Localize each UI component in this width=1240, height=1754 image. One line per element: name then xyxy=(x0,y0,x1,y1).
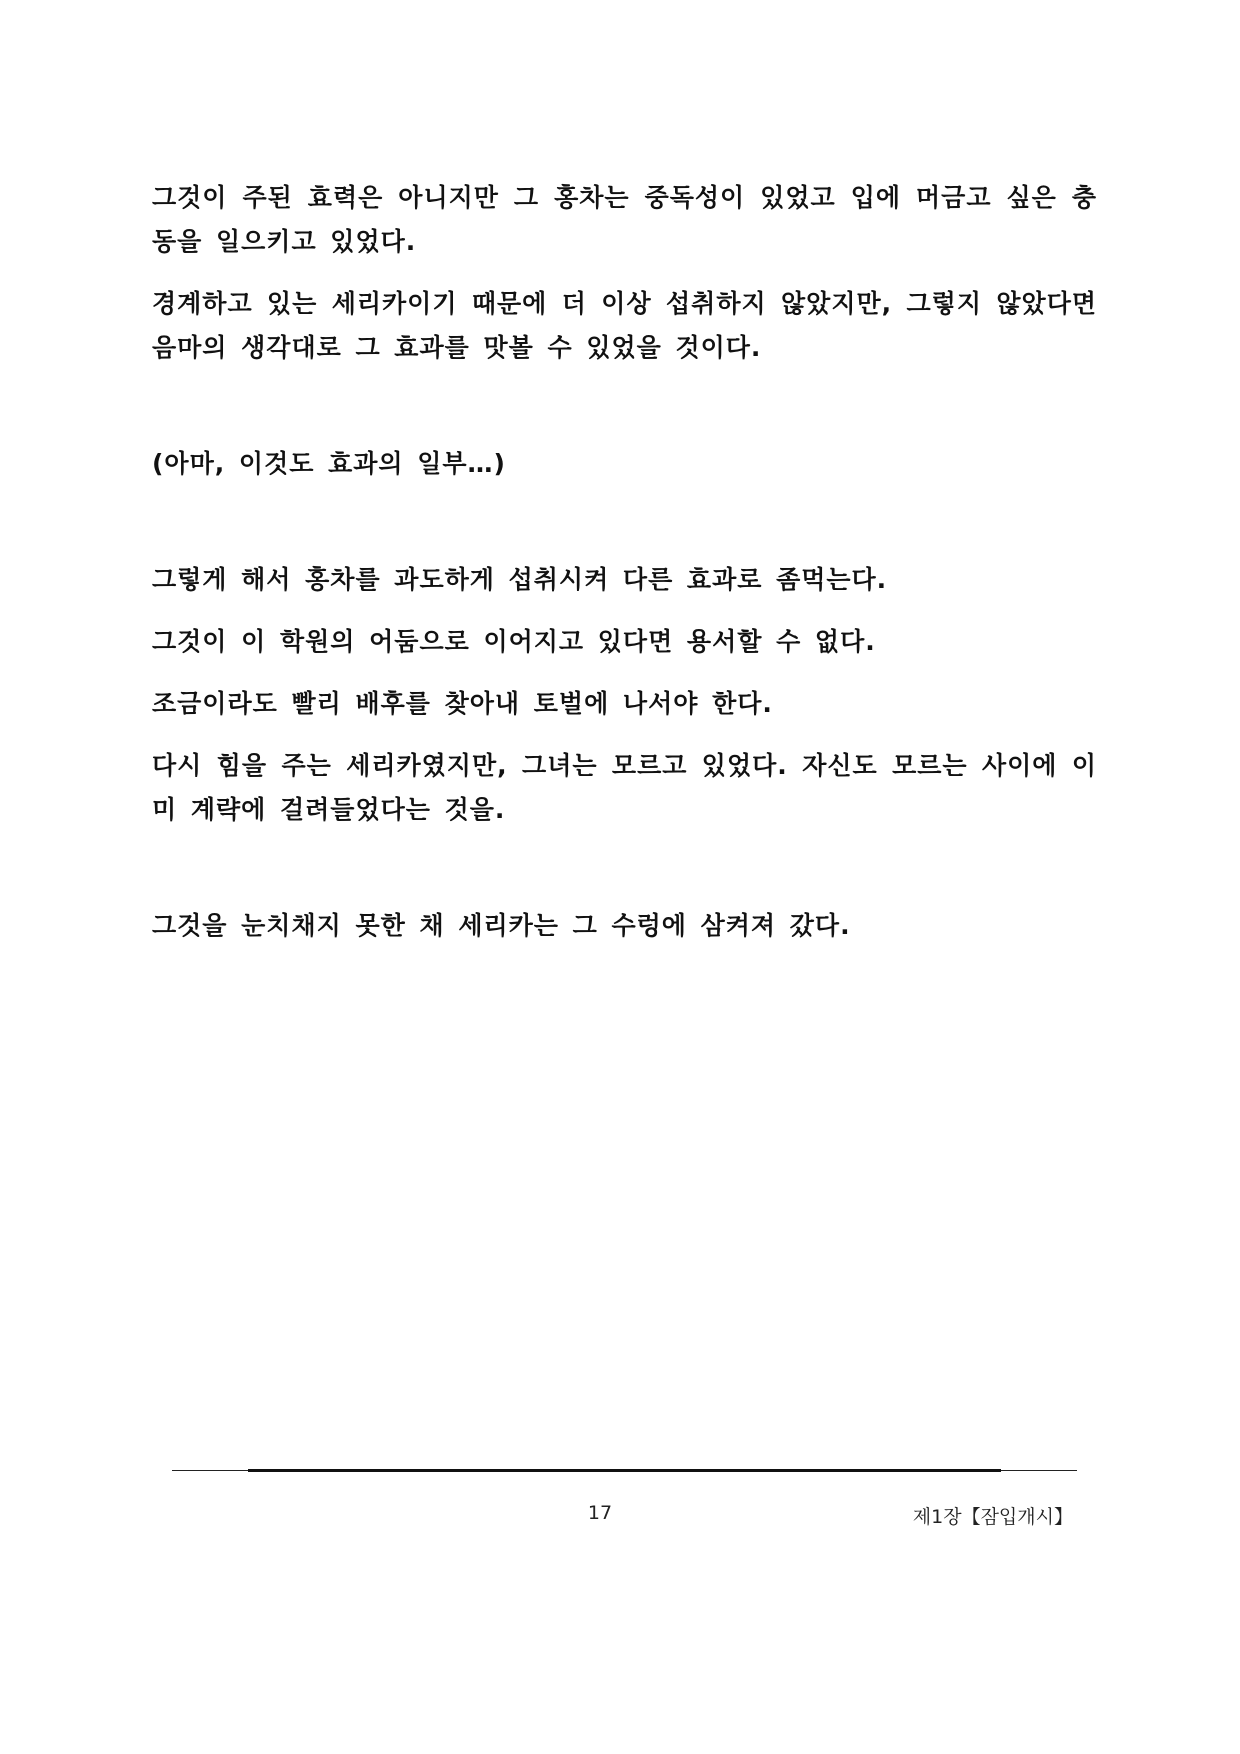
page-number: 17 xyxy=(587,1502,613,1524)
paragraph-3: (아마, 이것도 효과의 일부…) xyxy=(152,449,506,478)
paragraph-8: 그것을 눈치채지 못한 채 세리카는 그 수렁에 삼켜져 갔다. xyxy=(152,911,851,940)
chapter-label: 제1장【잠입개시】 xyxy=(912,1506,1073,1528)
paragraph-1: 그것이 주된 효력은 아니지만 그 홍차는 중독성이 있었고 입에 머금고 싶은 충동을 일으키고 있었다. xyxy=(152,183,1097,256)
paragraph-2: 경계하고 있는 세리카이기 때문에 더 이상 섭취하지 않았지만, 그렇지 않았다면 음마의 생각대로 그 효과를 맛볼 수 있었을 것이다. xyxy=(152,289,1097,362)
paragraph-5: 그것이 이 학원의 어둠으로 이어지고 있다면 용서할 수 없다. xyxy=(152,627,876,656)
body-text xyxy=(152,176,1097,948)
paragraph-4: 그렇게 해서 홍차를 과도하게 섭취시켜 다른 효과로 좀먹는다. xyxy=(152,565,888,594)
footer-divider-thick xyxy=(248,1469,1001,1472)
paragraph-7: 다시 힘을 주는 세리카였지만, 그녀는 모르고 있었다. 자신도 모르는 사이에 이미 계략에 걸려들었다는 것을. xyxy=(152,751,1097,824)
paragraph-6: 조금이라도 빨리 배후를 찾아내 토벌에 나서야 한다. xyxy=(152,689,773,718)
